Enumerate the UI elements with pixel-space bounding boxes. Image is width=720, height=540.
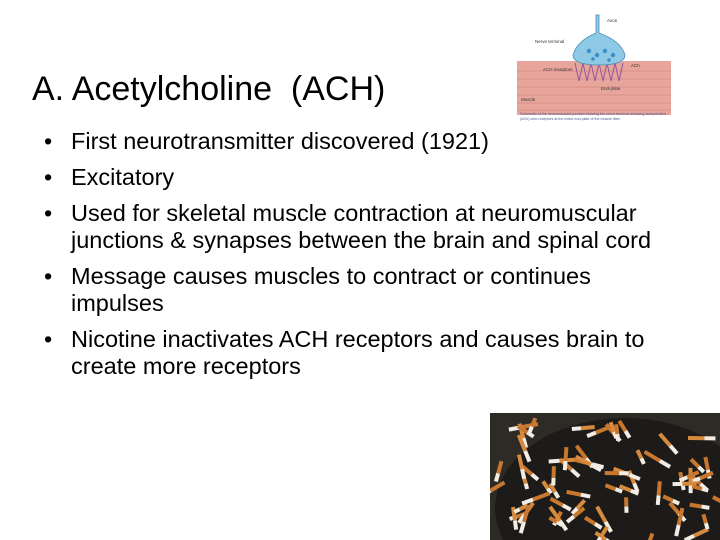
diagram-svg <box>513 13 675 128</box>
bullet-item <box>0 326 720 380</box>
end-plate-label: End-plate <box>601 86 621 91</box>
diagram-caption: Schematic of the neuromuscular junction showing the nerve terminal releasing acetylcholine (ACh) onto receptors at the motor end-plate of the muscle fiber. <box>520 112 667 121</box>
bullet-marker: • <box>44 263 53 289</box>
bullet-text: Excitatory <box>71 164 175 190</box>
bullet-item <box>0 128 720 155</box>
bullet-text: Used for skeletal muscle contraction at neuromuscular junctions & synapses between the brain and spinal cord <box>71 200 652 253</box>
muscle-label: Muscle <box>521 97 536 102</box>
bullet-marker: • <box>44 128 53 154</box>
cigarette-butts-image <box>490 413 720 540</box>
ach-receptors-label: ACH receptors <box>543 67 573 72</box>
slide-title: A. Acetylcholine (ACH) <box>32 70 386 108</box>
muscle-fiber <box>517 61 671 115</box>
axon-label: Axon <box>607 18 618 23</box>
bullet-list <box>0 128 720 389</box>
bullet-marker: • <box>44 164 53 190</box>
bullet-marker: • <box>44 200 53 226</box>
bullet-text: Message causes muscles to contract or continues impulses <box>71 263 591 316</box>
nerve-terminal-label: Nerve terminal <box>535 39 565 44</box>
ach-label: ACh <box>631 63 640 68</box>
bullet-text: Nicotine inactivates ACH receptors and causes brain to create more receptors <box>71 326 645 379</box>
bullet-item <box>0 164 720 191</box>
ashtray-photo <box>490 413 720 540</box>
bullet-text: First neurotransmitter discovered (1921) <box>71 128 489 154</box>
bullet-item <box>0 263 720 317</box>
bullet-marker: • <box>44 326 53 352</box>
neuromuscular-junction-diagram <box>513 13 675 128</box>
bullet-item <box>0 200 720 254</box>
